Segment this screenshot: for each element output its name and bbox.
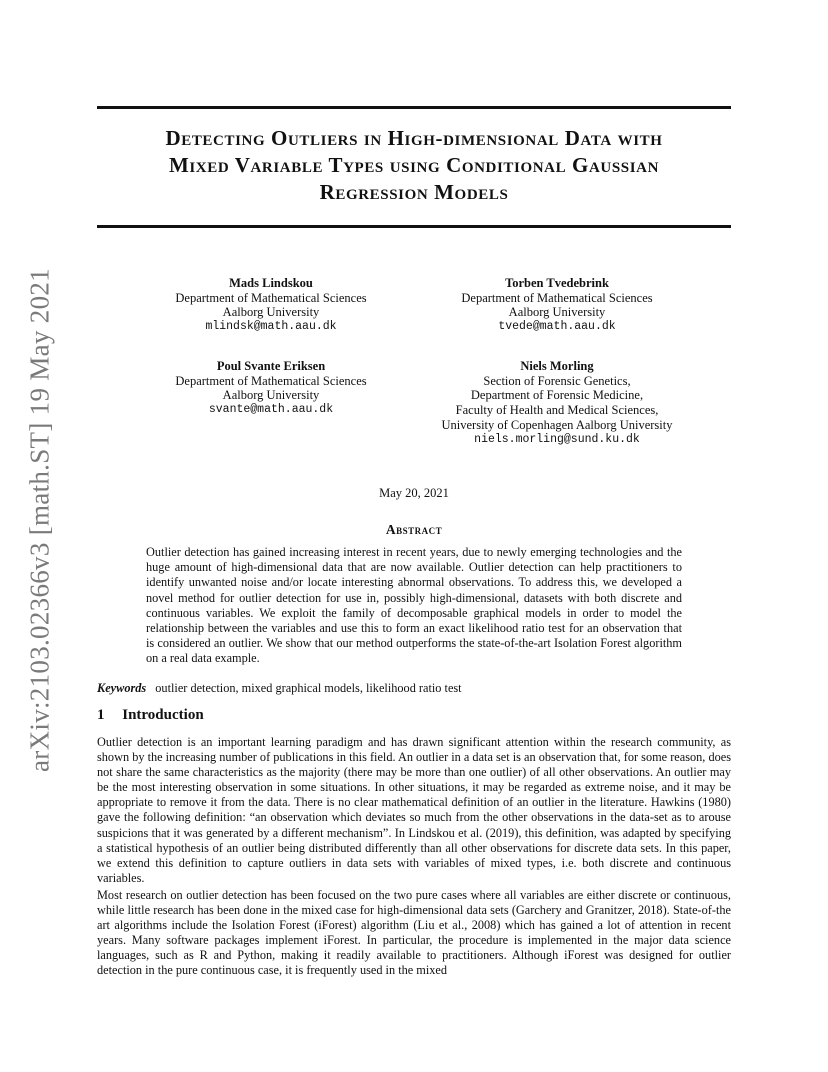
title-line: Mixed Variable Types using Conditional Gaussian: [168, 153, 660, 177]
author-affiliation: Department of Mathematical Sciences: [461, 290, 653, 305]
author-affiliation: Department of Forensic Medicine,: [470, 388, 644, 403]
author-name: Mads Lindskou: [229, 276, 313, 290]
keywords-label: Keywords: [97, 681, 147, 695]
author-card: [131, 276, 411, 335]
author-name: Torben Tvedebrink: [505, 276, 609, 290]
section-number: 1: [97, 707, 105, 723]
title-top-rule: [97, 106, 731, 109]
author-affiliation: Aalborg University: [508, 305, 606, 320]
arxiv-identifier: arXiv:2103.02366v3 [math.ST] 19 May 2021: [24, 268, 55, 772]
author-affiliation: Section of Forensic Genetics,: [483, 373, 631, 388]
title-line: Detecting Outliers in High-dimensional Data with: [165, 126, 663, 150]
title-line: Regression Models: [319, 180, 509, 204]
author-card: [417, 276, 697, 335]
author-name: Niels Morling: [520, 359, 594, 373]
abstract-heading: Abstract: [385, 522, 443, 537]
keywords-list: outlier detection, mixed graphical models, likelihood ratio test: [155, 681, 462, 695]
publication-date: May 20, 2021: [379, 486, 449, 500]
author-email: mlindsk@math.aau.dk: [205, 320, 337, 334]
author-affiliation: Department of Mathematical Sciences: [175, 290, 367, 305]
section-heading: [97, 707, 204, 724]
abstract-text: Outlier detection has gained increasing interest in recent years, due to newly emerging technologies and the huge amount of high-dimensional data that are now available. Outlier detection can help practitioners to identify unwanted noise and/or locate interesting abnormal observations. To address this, we developed a novel method for outlier detection for use in, possibly high-dimensional, datasets with both discrete and continuous variables. We exploit the family of decomposable graphical models in order to model the relationship between the variables and use this to form an exact likelihood ratio test for an observation that is considered an outlier. We show that our method outperforms the state-of-the-art Isolation Forest algorithm on a real data example.: [146, 545, 682, 666]
body-paragraph: Outlier detection is an important learning paradigm and has drawn significant attention within the research community, as shown by the increasing number of publications in this field. An outlier in a data set is an observation that, for some reason, does not share the same characteristics as the majority (there may be more than one outlier) of all other observations. An outlier may be the most interesting observation in some situations. In other situations, it may be regarded as extreme noise, and it may be appropriate to remove it from the data. There is no clear mathematical definition of an outlier in the literature. Hawkins (1980) gave the following definition: “an observation which deviates so much from the other observations in the data-set as to arouse suspicions that it was generated by a different mechanism”. In Lindskou et al. (2019), this definition, was adapted by specifying a statistical hypothesis of an outlier being distributed differently than all other observations for discrete data sets. In this paper, we extend this definition to capture outliers in data sets with variables of mixed types, i.e. both discrete and continuous variables.: [97, 735, 731, 885]
author-name: Poul Svante Eriksen: [216, 359, 326, 373]
title-bottom-rule: [97, 225, 731, 228]
author-card: [417, 359, 697, 447]
author-affiliation: Faculty of Health and Medical Sciences,: [455, 403, 659, 418]
author-affiliation: University of Copenhagen Aalborg University: [441, 417, 673, 432]
body-paragraph: Most research on outlier detection has been focused on the two pure cases where all variables are either discrete or continuous, while little research has been done in the mixed case for high-dimensional data sets (Garchery and Granitzer, 2018). State-of-the art algorithms include the Isolation Forest (iForest) algorithm (Liu et al., 2008) which has gained a lot of attention in recent years. Many software packages implement iForest. In particular, the procedure is implemented in the major data science languages, such as R and Python, making it readily available to practitioners. Although iForest was designed for outlier detection in the pure continuous case, it is frequently used in the mixed: [97, 888, 731, 978]
author-affiliation: Aalborg University: [222, 305, 320, 320]
author-email: niels.morling@sund.ku.dk: [474, 432, 640, 446]
author-affiliation: Aalborg University: [222, 388, 320, 403]
keywords-line: [97, 681, 731, 696]
author-email: svante@math.aau.dk: [208, 403, 334, 417]
author-affiliation: Department of Mathematical Sciences: [175, 373, 367, 388]
paper-title: [97, 125, 731, 206]
author-email: tvede@math.aau.dk: [498, 320, 616, 334]
section-title: Introduction: [122, 707, 204, 723]
author-card: [131, 359, 411, 418]
